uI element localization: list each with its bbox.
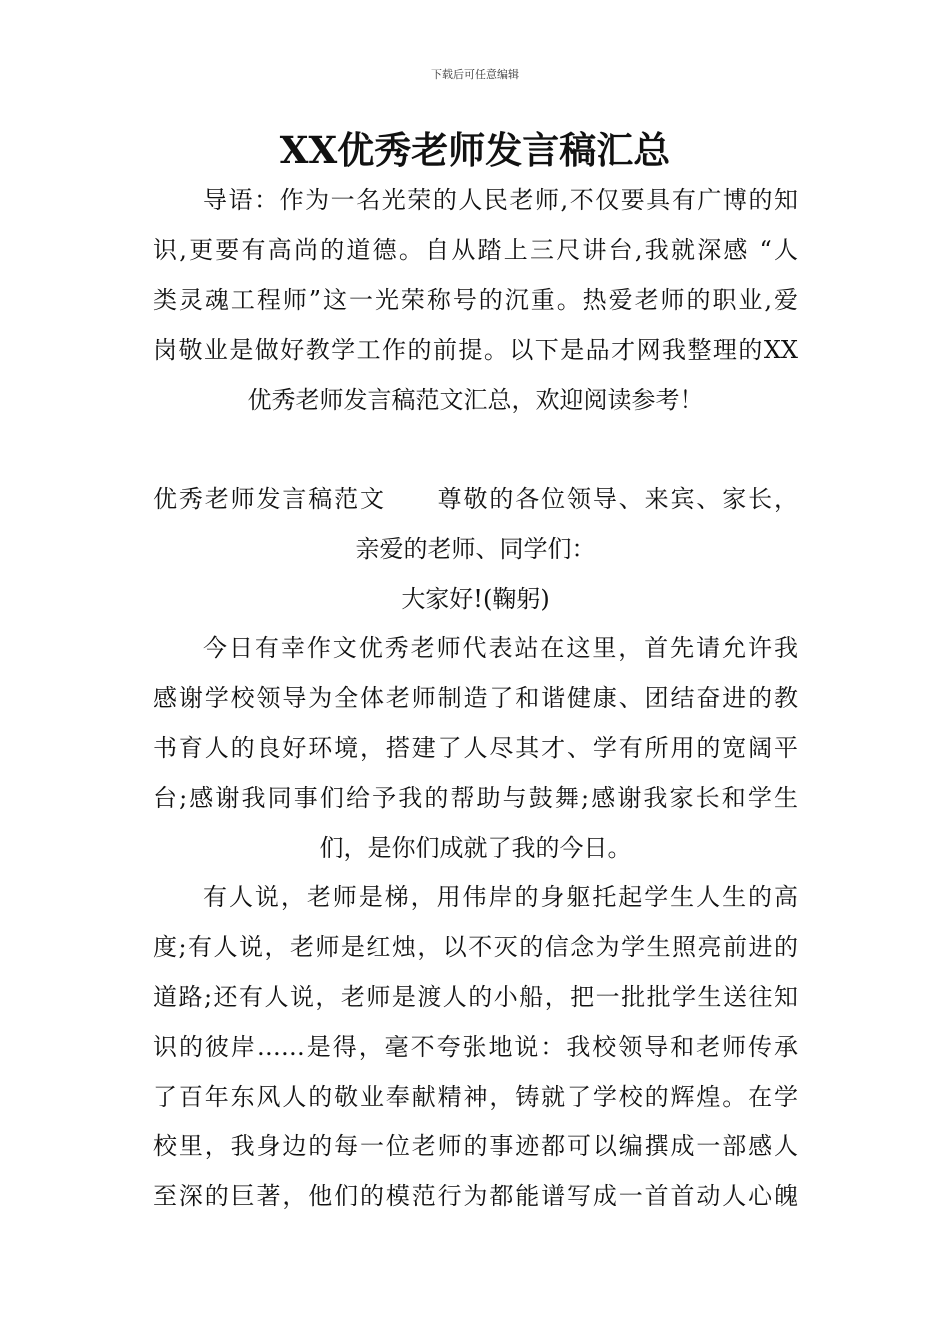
text-line: 度;有人说，老师是红烛，以不灭的信念为学生照亮前进的	[153, 933, 798, 961]
text-line: 识,更要有高尚的道德。自从踏上三尺讲台,我就深感 “人	[153, 236, 798, 264]
text-line: 书育人的良好环境，搭建了人尽其才、学有所用的宽阔平	[153, 734, 798, 762]
text-line: 校里，我身边的每一位老师的事迹都可以编撰成一部感人	[153, 1132, 798, 1160]
text-line: 感谢学校领导为全体老师制造了和谐健康、团结奋进的教	[153, 684, 798, 712]
text-line: 导语：作为一名光荣的人民老师,不仅要具有广博的知	[203, 186, 798, 214]
text-line: 们，是你们成就了我的今日。	[319, 834, 632, 862]
text-line: 了百年东风人的敬业奉献精神，铸就了学校的辉煌。在学	[153, 1083, 798, 1111]
header-note: 下载后可任意编辑	[431, 68, 519, 81]
text-line: 道路;还有人说，老师是渡人的小船，把一批批学生送往知	[153, 983, 798, 1011]
text-line: 类灵魂工程师”这一光荣称号的沉重。热爱老师的职业,爱	[153, 286, 798, 314]
text-line: 大家好!(鞠躬)	[401, 585, 550, 613]
text-line: 今日有幸作文优秀老师代表站在这里，首先请允许我	[203, 634, 798, 662]
text-line: 台;感谢我同事们给予我的帮助与鼓舞;感谢我家长和学生	[153, 784, 798, 812]
document-title: XX优秀老师发言稿汇总	[279, 128, 671, 172]
text-line: 岗敬业是做好教学工作的前提。以下是品才网我整理的XX	[153, 336, 798, 364]
text-line: 优秀老师发言稿范文汇总，欢迎阅读参考！	[247, 386, 704, 414]
text-line: 识的彼岸……是得，毫不夸张地说：我校领导和老师传承	[153, 1033, 798, 1061]
text-line: 有人说，老师是梯，用伟岸的身躯托起学生人生的高	[203, 883, 798, 911]
text-line: 至深的巨著，他们的模范行为都能谱写成一首首动人心魄	[153, 1182, 798, 1210]
text-line: 优秀老师发言稿范文 尊敬的各位领导、来宾、家长，	[153, 485, 798, 513]
text-line: 亲爱的老师、同学们：	[355, 535, 596, 563]
